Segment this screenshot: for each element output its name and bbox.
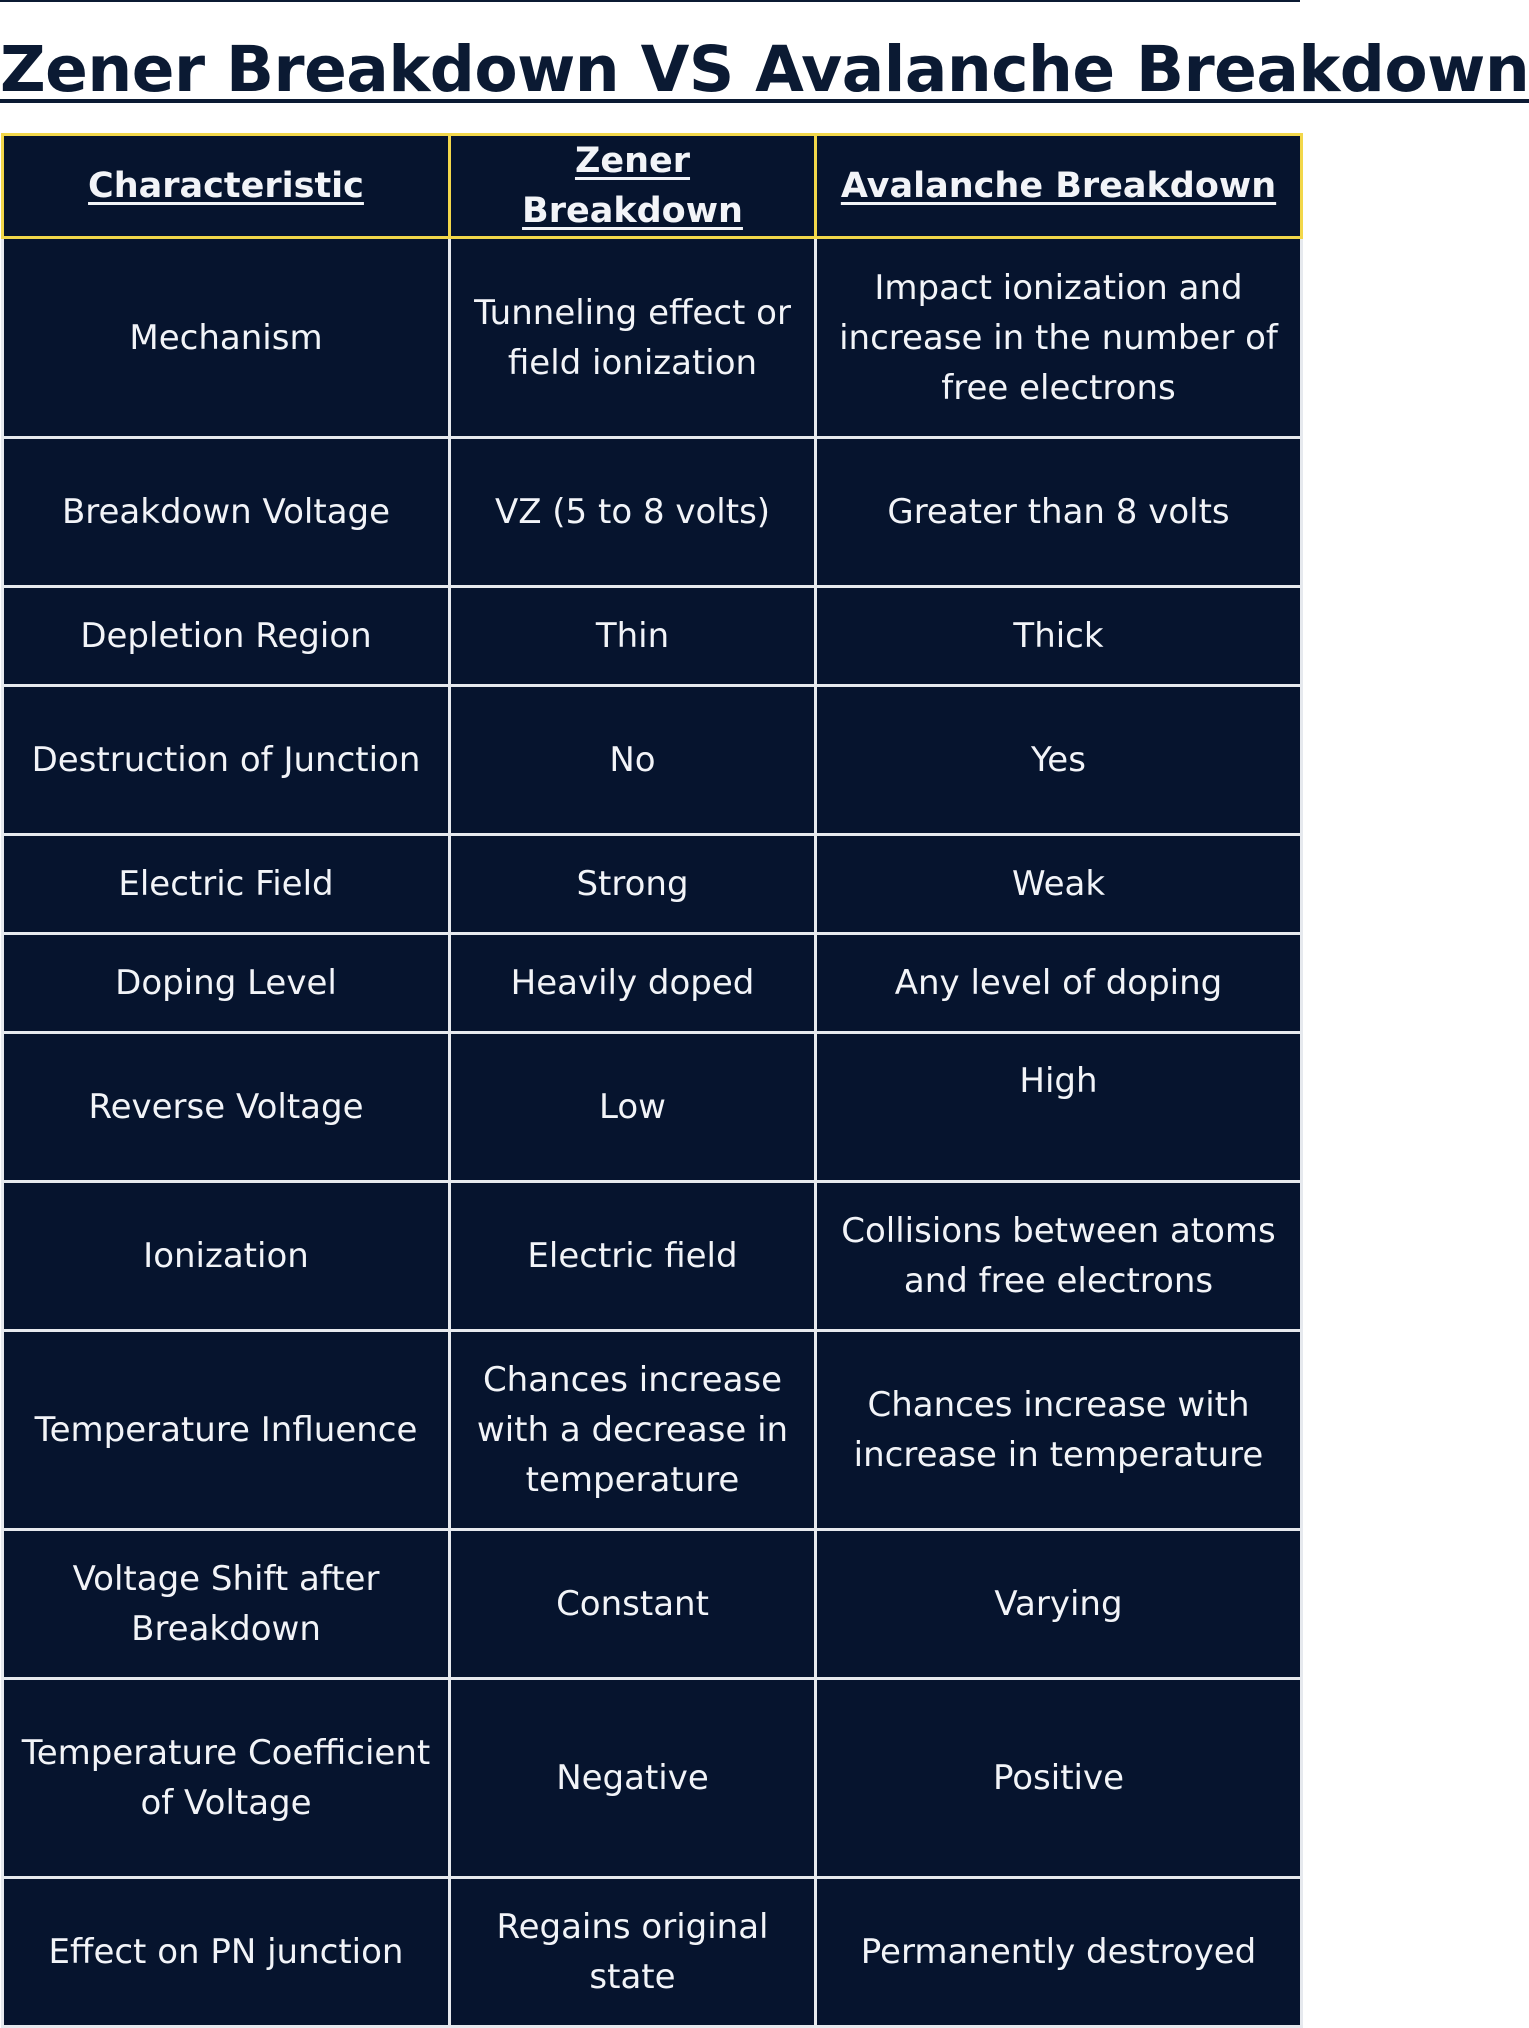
page-title: Zener Breakdown VS Avalanche Breakdown	[0, 33, 1529, 106]
table-row	[3, 438, 1302, 587]
cell-characteristic: Electric Field	[3, 835, 450, 934]
cell-avalanche: Thick	[816, 587, 1302, 686]
cell-characteristic: Mechanism	[3, 238, 450, 438]
cell-zener: Chances increase with a decrease in temperature	[450, 1331, 816, 1530]
cell-characteristic: Destruction of Junction	[3, 686, 450, 835]
cell-zener: VZ (5 to 8 volts)	[450, 438, 816, 587]
cell-zener: Thin	[450, 587, 816, 686]
cell-avalanche: Positive	[816, 1679, 1302, 1878]
cell-avalanche: Permanently destroyed	[816, 1878, 1302, 2027]
header-characteristic: Characteristic	[3, 135, 450, 238]
cell-avalanche: Weak	[816, 835, 1302, 934]
cell-zener: Strong	[450, 835, 816, 934]
cell-characteristic: Temperature Influence	[3, 1331, 450, 1530]
cell-zener: Tunneling effect or field ionization	[450, 238, 816, 438]
comparison-table	[1, 133, 1303, 2028]
table-row	[3, 686, 1302, 835]
cell-avalanche: Impact ionization and increase in the number of free electrons	[816, 238, 1302, 438]
table-row	[3, 934, 1302, 1033]
table-row	[3, 587, 1302, 686]
cell-avalanche: Greater than 8 volts	[816, 438, 1302, 587]
cell-zener: Constant	[450, 1530, 816, 1679]
cell-avalanche: Any level of doping	[816, 934, 1302, 1033]
header-row	[3, 135, 1302, 238]
cell-characteristic: Breakdown Voltage	[3, 438, 450, 587]
header-zener: Zener Breakdown	[450, 135, 816, 238]
cell-avalanche: High	[816, 1033, 1302, 1182]
table-row	[3, 835, 1302, 934]
table-row	[3, 1878, 1302, 2027]
header-avalanche: Avalanche Breakdown	[816, 135, 1302, 238]
cell-zener: Heavily doped	[450, 934, 816, 1033]
cell-zener: No	[450, 686, 816, 835]
top-border-line	[0, 0, 1300, 2]
cell-characteristic: Ionization	[3, 1182, 450, 1331]
cell-zener: Negative	[450, 1679, 816, 1878]
cell-characteristic: Voltage Shift after Breakdown	[3, 1530, 450, 1679]
table-row	[3, 1033, 1302, 1182]
cell-avalanche: Yes	[816, 686, 1302, 835]
cell-zener: Low	[450, 1033, 816, 1182]
cell-characteristic: Effect on PN junction	[3, 1878, 450, 2027]
table-row	[3, 1182, 1302, 1331]
cell-avalanche: Chances increase with increase in temperature	[816, 1331, 1302, 1530]
cell-zener: Regains original state	[450, 1878, 816, 2027]
cell-characteristic: Temperature Coefficient of Voltage	[3, 1679, 450, 1878]
table-row	[3, 238, 1302, 438]
table-row	[3, 1679, 1302, 1878]
cell-zener: Electric field	[450, 1182, 816, 1331]
table-row	[3, 1530, 1302, 1679]
cell-avalanche: Varying	[816, 1530, 1302, 1679]
cell-characteristic: Reverse Voltage	[3, 1033, 450, 1182]
cell-avalanche: Collisions between atoms and free electrons	[816, 1182, 1302, 1331]
cell-characteristic: Depletion Region	[3, 587, 450, 686]
table-row	[3, 1331, 1302, 1530]
cell-characteristic: Doping Level	[3, 934, 450, 1033]
